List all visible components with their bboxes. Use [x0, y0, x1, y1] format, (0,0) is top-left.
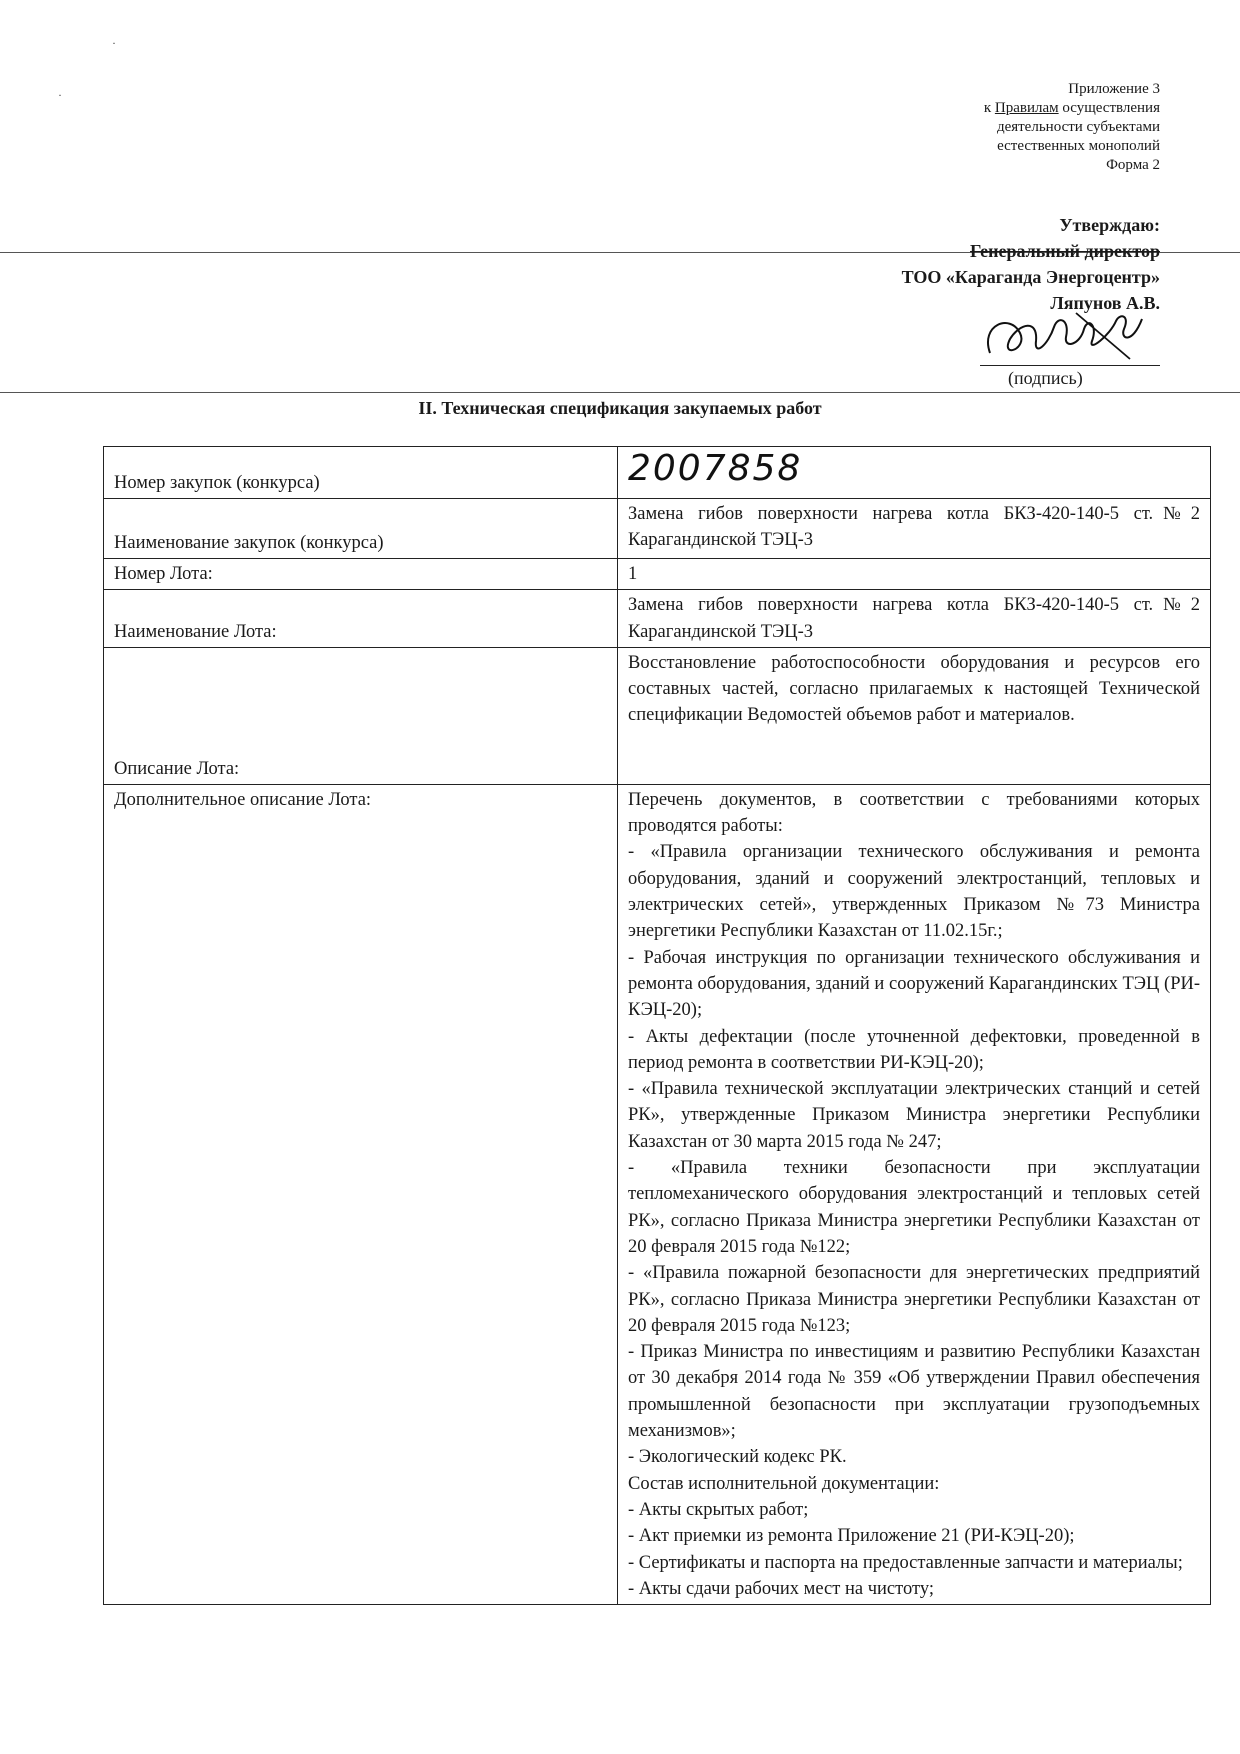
scan-speck: ·: [58, 88, 62, 102]
document-list-line: - Акт приемки из ремонта Приложение 21 (РИ-КЭЦ-20);: [628, 1526, 1075, 1547]
appendix-header: [800, 80, 1160, 175]
document-list-line: - Сертификаты и паспорта на предоставленные запчасти и материалы;: [628, 1552, 1183, 1573]
handwritten-signature: [980, 305, 1150, 367]
lot-name-label: Наименование Лота:: [104, 590, 618, 648]
page-title: II. Техническая спецификация закупаемых работ: [418, 398, 822, 418]
document-list-line: - «Правила техники безопасности при эксплуатации тепломеханического оборудования электростанций и тепловых сетей РК», согласно Приказа Министра энергетики Республики Казахстан от 20 февраля 2015 года №122;: [628, 1158, 1200, 1257]
table-row: [104, 784, 1211, 1604]
approval-block: [660, 212, 1160, 316]
lot-name-value: Замена гибов поверхности нагрева котла БКЗ-420-140-5 ст.№2 Карагандинской ТЭЦ-3: [618, 590, 1211, 648]
director-name: Ляпунов А.В.: [1050, 293, 1160, 313]
purchase-number-handwritten: 2007858: [628, 448, 803, 489]
document-list-line: - «Правила пожарной безопасности для энергетических предприятий РК», согласно Приказа Министра энергетики Республики Казахстан от 20 февраля 2015 года №123;: [628, 1263, 1200, 1336]
table-row: [104, 647, 1211, 784]
appendix-line: [800, 99, 1160, 118]
appendix-line: Приложение 3: [1068, 81, 1160, 97]
document-list-line: - Экологический кодекс РК.: [628, 1447, 847, 1468]
rules-link[interactable]: Правилам: [994, 100, 1059, 116]
purchase-number-label: Номер закупок (конкурса): [104, 447, 618, 499]
table-row: [104, 590, 1211, 648]
signature-caption: (подпись): [1008, 368, 1083, 388]
lot-number-label: Номер Лота:: [104, 559, 618, 590]
appendix-suffix: осуществления: [1058, 100, 1160, 116]
purchase-name-label: Наименование закупок (конкурса): [104, 499, 618, 559]
scan-line-middle: [0, 392, 1240, 393]
purchase-name-value: Замена гибов поверхности нагрева котла БКЗ-420-140-5 ст.№2 Карагандинской ТЭЦ-3: [618, 499, 1211, 559]
appendix-prefix: к: [983, 100, 995, 116]
approve-label: Утверждаю:: [1059, 215, 1160, 235]
table-row: [104, 559, 1211, 590]
document-list-line: Состав исполнительной документации:: [628, 1473, 940, 1494]
document-list-line: - Акты сдачи рабочих мест на чистоту;: [628, 1578, 934, 1599]
table-row: [104, 499, 1211, 559]
company-name: ТОО «Караганда Энергоцентр»: [901, 267, 1160, 287]
appendix-line: естественных монополий: [997, 138, 1160, 154]
appendix-line: Форма 2: [1106, 157, 1160, 173]
lot-extra-description-value: [618, 784, 1211, 1604]
purchase-number-value: [618, 447, 1211, 499]
document-list-line: - Акты дефектации (после уточненной дефектовки, проведенной в период ремонта в соответствии РИ-КЭЦ-20);: [628, 1026, 1200, 1073]
signature-line: [980, 365, 1160, 366]
document-list-line: - «Правила технической эксплуатации электрических станций и сетей РК», утвержденные Приказом Министра энергетики Республики Казахстан от 30 марта 2015 года № 247;: [628, 1079, 1200, 1152]
lot-extra-description-label: Дополнительное описание Лота:: [104, 784, 618, 1604]
document-list-line: - Рабочая инструкция по организации технического обслуживания и ремонта оборудования, зданий и сооружений Карагандинских ТЭЦ (РИ-КЭЦ-20);: [628, 947, 1200, 1021]
appendix-line: деятельности субъектами: [996, 119, 1160, 135]
table-row: [104, 447, 1211, 499]
document-list-line: - Акты скрытых работ;: [628, 1499, 809, 1520]
lot-description-label: Описание Лота:: [104, 647, 618, 784]
lot-description-value: Восстановление работоспособности оборудования и ресурсов его составных частей, согласно прилагаемых к настоящей Технической спецификации Ведомостей объемов работ и материалов.: [618, 647, 1211, 784]
document-list-line: Перечень документов, в соответствии с требованиями которых проводятся работы:: [628, 789, 1200, 837]
director-position: Генеральный директор: [970, 241, 1160, 261]
lot-number-value: 1: [618, 559, 1211, 590]
scan-speck: ·: [112, 36, 116, 50]
document-list-line: - «Правила организации технического обслуживания и ремонта оборудования, зданий и сооружений электростанций, тепловых и электрических сетей», утвержденных Приказом №73 Министра энергетики Республики Казахстан от 11.02.15г.;: [628, 842, 1200, 942]
document-list-line: - Приказ Министра по инвестициям и развитию Республики Казахстан от 30 декабря 2014 года № 359 «Об утверждении Правил обеспечения промышленной безопасности при эксплуатации грузоподъемных механизмов»;: [628, 1342, 1200, 1442]
spec-table: [103, 446, 1211, 1605]
